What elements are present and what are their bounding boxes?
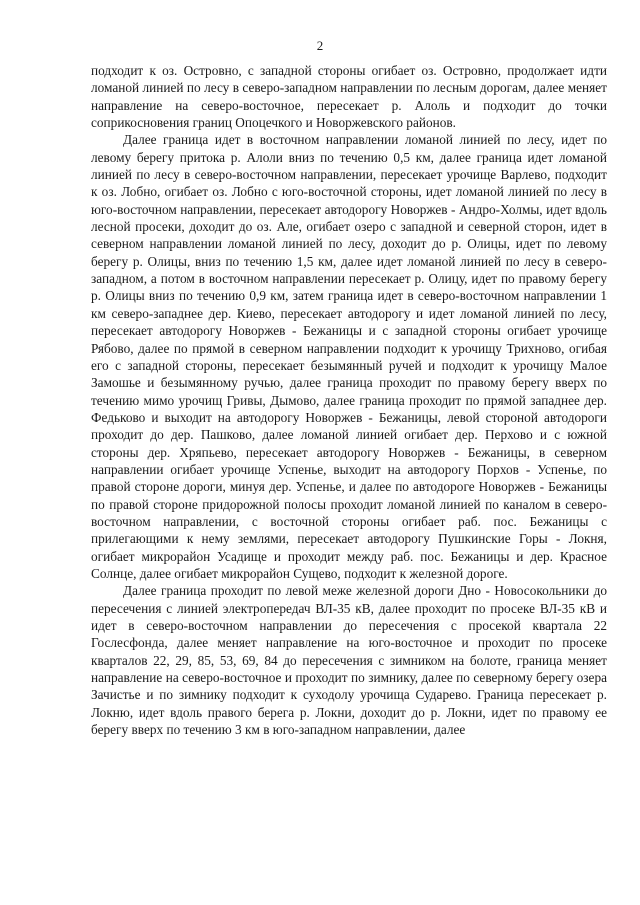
page-number: 2 — [316, 38, 324, 53]
paragraph-border-description: Далее граница идет в восточном направлении ломаной линией по лесу, идет по левому берегу притока р. Алоли вниз по течению 0,5 км, далее граница идет ломаной линией по лесу в северо-восточном направлении, пересекает урочище Варлево, подходит к оз. Лобно, огибает оз. Лобно с юго-восточной стороны, идет ломаной линией по лесу в юго-восточном направлении, пересекает автодорогу Новоржев - Андро-Холмы, идет вдоль лесной просеки, доходит до оз. Але, огибает озеро с западной и северной сторон, идет в северном направлении ломаной линией по лесу, доходит до р. Олицы, идет по левому берегу р. Олицы, вниз по течению 1,5 км, далее идет ломаной линией по лесу в северо-западном, а потом в восточном направлении пересекает р. Олицу, идет по правому берегу р. Олицы вниз по течению 0,9 км, затем граница идет в северо-восточном направлении 1 км северо-западнее дер. Киево, пересекает автодорогу и идет ломаной линией по лесу, пересекает автодорогу Новоржев - Бежаницы и с западной стороны огибает урочище Рябово, далее по прямой в северном направлении подходит к урочищу Трихново, огибая его с западной стороны, пересекает безымянный ручей и подходит к урочищу Малое Замошье и безымянному ручью, далее граница проходит по правому берегу вверх по течению мимо урочищ Гривы, Дымово, далее граница проходит по прямой западнее дер. Федьково и выходит на автодорогу Новоржев - Бежаницы, левой стороной автодороги проходит до дер. Пашково, далее ломаной линией огибает дер. Перхово и с южной стороны дер. Хряпьево, пересекает автодорогу Новоржев - Бежаницы, в северном направлении огибает урочище Успенье, выходит на автодорогу Порхов - Успенье, по правой стороне дороги, минуя дер. Успенье, и далее по автодороге Новоржев - Бежаницы по правой стороне придорожной полосы проходит ломаной линией по каналом в северо-восточном направлении, с восточной стороны огибает раб. пос. Бежаницы с прилегающими к нему землями, пересекает автодорогу Пушкинские Горы - Локня, огибает микрорайон Усадище и проходит между раб. пос. Бежаницы и дер. Красное Солнце, далее огибает микрорайон Сущево, подходит к железной дороге. — [91, 132, 607, 581]
paragraph-railway-border: Далее граница проходит по левой меже железной дороги Дно - Новосокольники до пересечения с линией электропередач ВЛ-35 кВ, далее проходит по просеке ВЛ-35 кВ и идет в северо-восточном направлении до пересечения с просекой квартала 22 Гослесфонда, далее меняет направление на юго-восточное и проходит по просеке кварталов 22, 29, 85, 53, 69, 84 до пересечения с зимником на болоте, граница меняет направление на северо-восточное и проходит по зимнику, далее по северному берегу озера Зачистье и по зимнику подходит к суходолу урочища Сударево. Граница пересекает р. Локню, идет вдоль правого берега р. Локни, доходит до р. Локни, идет по правому ее берегу вверх по течению 3 км в юго-западном направлении, далее — [91, 583, 607, 738]
paragraph-continuation: подходит к оз. Островно, с западной стороны огибает оз. Островно, продолжает идти ломаной линией по лесу в северо-западном направлении по лесным дорогам, далее меняет направление на северо-восточное, пересекает р. Алоль и подходит до точки соприкосновения границ Опоцечкого и Новоржевского районов. — [91, 63, 607, 131]
document-body — [91, 62, 607, 738]
